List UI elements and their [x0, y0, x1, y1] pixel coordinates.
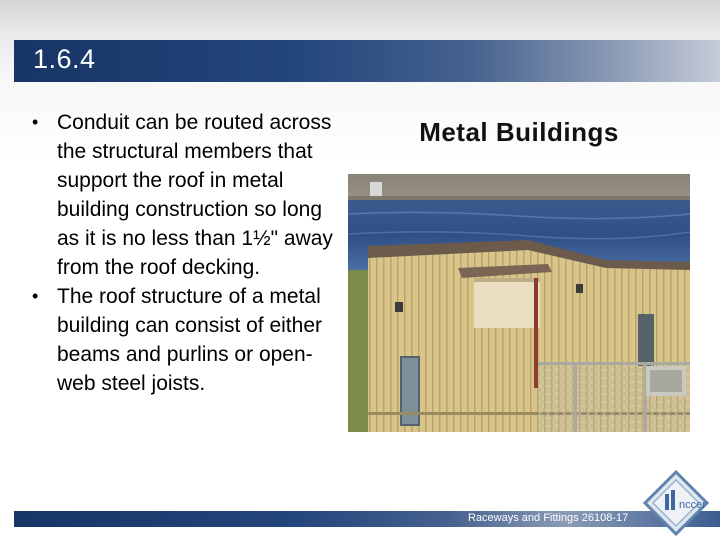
slide-title: 1.6.4	[33, 44, 96, 74]
bullet-list	[30, 108, 340, 398]
footer-text: Raceways and Fittings 26108-17	[468, 512, 629, 524]
metal-building-photo	[348, 174, 690, 432]
nccer-logo-icon	[643, 470, 709, 536]
bullet-text: Conduit can be routed across the structural members that support the roof in metal building construction so long as it is no less than 1½" away from the roof decking.	[57, 111, 333, 279]
bullet-item	[30, 108, 340, 282]
bullet-dot-icon: •	[32, 286, 39, 306]
photo-title: Metal Buildings	[419, 117, 619, 147]
bullet-dot-icon: •	[32, 112, 39, 132]
title-bar	[14, 40, 720, 82]
bullet-item	[30, 282, 340, 398]
bullet-text: The roof structure of a metal building can consist of either beams and purlins or open-web steel joists.	[57, 285, 322, 395]
logo-text: nccer	[679, 499, 706, 511]
